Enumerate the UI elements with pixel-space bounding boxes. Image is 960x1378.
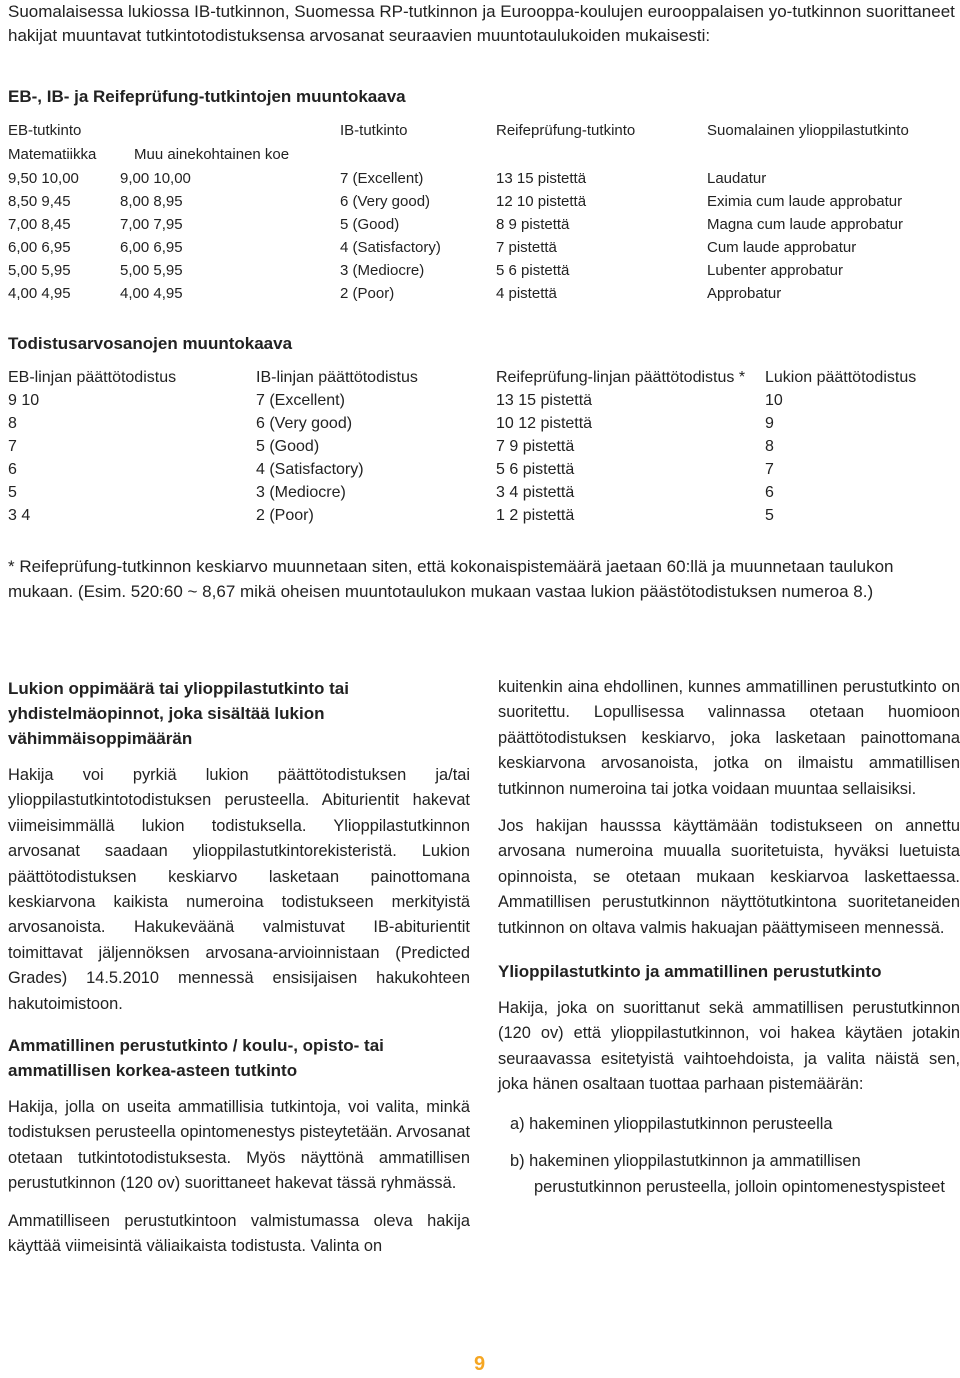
table-cell: 7,00 7,95 — [120, 216, 183, 233]
body-paragraph: Hakija voi pyrkiä lukion päättötodistuksen ja/tai ylioppilastutkintotodistuksen perusteella. Abiturientit hakevat viimeisimmällä lukion todistuksella. Ylioppilastutkinnon arvosanat saadaan ylioppilastutkintorekisteristä. Lukion päättötodistuksen keskiarvo lasketaan painottomana keskiarvona kaikista numeroina todistukseen merkityistä arvosanoista. Hakukeväänä valmistuvat IB-abiturientit toimittavat jäljennöksen arvosana-arvioinnistaan (Predicted Grades) 14.5.2010 mennessä ensisijaisen hakukohteen hakutoimistoon. — [8, 766, 470, 1013]
table-cell: 5,00 5,95 — [8, 262, 71, 279]
list-item: a) hakeminen ylioppilastutkinnon perusteella — [510, 1114, 833, 1133]
table-cell: 4 (Satisfactory) — [256, 461, 364, 478]
table1-header-row — [8, 120, 958, 142]
table-cell: 6,00 6,95 — [8, 239, 71, 256]
table-cell: 4,00 4,95 — [120, 285, 183, 302]
table1-header: IB-tutkinto — [340, 122, 408, 139]
table2-header: EB-linjan päättötodistus — [8, 369, 177, 386]
table1-subheader: Muu ainekohtainen koe — [134, 146, 290, 163]
body-paragraph: kuitenkin aina ehdollinen, kunnes ammatillinen perustutkinto on suoritettu. Lopullisessa valinnassa otetaan huomioon päättötodistuksen keskiarvo, joka lasketaan painottomana keskiarvona arvosanoista, jotka on ilmaistu ammatillisen tutkinnon numeroina tai jotka voidaan muuntaa sellaisiksi. — [498, 678, 960, 798]
table-cell: 5,00 5,95 — [120, 262, 183, 279]
table-cell: 9 10 — [8, 392, 40, 409]
table-cell: Laudatur — [707, 170, 767, 187]
table-cell: 4 (Satisfactory) — [340, 239, 441, 256]
table-cell: 7 — [8, 438, 17, 455]
table-row — [8, 505, 958, 527]
table-row — [8, 283, 958, 305]
table-row — [8, 436, 958, 458]
table2-header: Lukion päättötodistus — [765, 369, 917, 386]
table-cell: 10 — [765, 392, 783, 409]
table-cell: 3 4 pistettä — [496, 484, 575, 501]
table-cell: 5 (Good) — [340, 216, 400, 233]
intro-text: Suomalaisessa lukiossa IB-tutkinnon, Suomessa RP-tutkinnon ja Eurooppa-koulujen eurooppalaisen yo-tutkinnon suorittaneet hakijat muuntavat tutkintotodistuksensa arvosanat seuraavien muuntotaulukoiden mukaisesti: — [8, 2, 955, 45]
table1-header: Reifeprüfung-tutkinto — [496, 122, 636, 139]
table-row — [8, 482, 958, 504]
table-cell: 5 6 pistettä — [496, 461, 575, 478]
table-cell: 4,00 4,95 — [8, 285, 71, 302]
table-cell: 7 (Excellent) — [256, 392, 345, 409]
table-row — [8, 390, 958, 412]
table1-header: EB-tutkinto — [8, 122, 82, 139]
table-cell: 10 12 pistettä — [496, 415, 593, 432]
table-cell: 9,50 10,00 — [8, 170, 79, 187]
table-cell: 5 — [8, 484, 17, 501]
table-cell: 1 2 pistettä — [496, 507, 575, 524]
table-row — [8, 214, 958, 236]
body-paragraph: Hakija, joka on suorittanut sekä ammatillisen perustutkinnon (120 ov) että ylioppilastutkinnon, voi hakea käytäen jotakin seuraavassa esitetyistä vaihtoehdoista, ja valita näistä sen, joka hänen osaltaan tuottaa parhaan pistemäärän: — [498, 999, 960, 1094]
table1-header: Suomalainen ylioppilastutkinto — [707, 122, 909, 139]
table-cell: 7 — [765, 461, 774, 478]
body-paragraph: Ammatilliseen perustutkintoon valmistumassa oleva hakija käyttää viimeisintä väliaikaista todistusta. Valinta on — [8, 1211, 470, 1256]
table-cell: 6 (Very good) — [256, 415, 353, 432]
list-item: b) hakeminen ylioppilastutkinnon ja ammatillisen perustutkinnon perusteella, jolloin opintomenestyspisteet — [510, 1152, 945, 1196]
table-cell: 12 10 pistettä — [496, 193, 587, 210]
table-cell: 8 — [765, 438, 774, 455]
table-cell: 4 pistettä — [496, 285, 557, 302]
table-cell: 6 — [765, 484, 774, 501]
table-cell: 5 (Good) — [256, 438, 320, 455]
section-heading: Lukion oppimäärä tai ylioppilastutkinto tai yhdistelmäopinnot, joka sisältää lukion vähimmäisoppimäärän — [8, 679, 349, 748]
table-cell: 6,00 6,95 — [120, 239, 183, 256]
table-cell: 9,00 10,00 — [120, 170, 191, 187]
table-cell: 2 (Poor) — [256, 507, 314, 524]
table-cell: Magna cum laude approbatur — [707, 216, 903, 233]
table-cell: Cum laude approbatur — [707, 239, 857, 256]
table-cell: 7,00 8,45 — [8, 216, 71, 233]
left-column — [8, 676, 470, 1260]
body-paragraph: Jos hakijan hausssa käyttämään todistukseen on annettu arvosana numeroina muualla suoritetuista, hyväksi luetuista opinnoista, se otetaan mukaan keskiarvoa laskettaessa. Ammatillisen perustutkinnon näyttötutkintona suoritetaneiden tutkinnon on oltava valmis hakuajan päättymiseen mennessä. — [498, 817, 960, 937]
table-cell: 6 — [8, 461, 17, 478]
table-cell: 9 — [765, 415, 774, 432]
table-row — [8, 413, 958, 435]
page-number: 9 — [474, 1353, 486, 1375]
table1-title: EB-, IB- ja Reifeprüfung-tutkintojen muuntokaava — [8, 87, 406, 106]
table2-title: Todistusarvosanojen muuntokaava — [8, 334, 293, 353]
table-row — [8, 459, 958, 481]
table-cell: Approbatur — [707, 285, 782, 302]
table-row — [8, 237, 958, 259]
table-cell: 7 pistettä — [496, 239, 557, 256]
footnote: * Reifeprüfung-tutkinnon keskiarvo muunnetaan siten, että kokonaispistemäärä jaetaan 60:llä ja muunnetaan taulukon mukaan. (Esim. 520:60 ~ 8,67 mikä oheisen muuntotaulukon mukaan vastaa lukion päästötodistuksen numeroa 8.) — [8, 557, 894, 601]
table-cell: 3 (Mediocre) — [340, 262, 425, 279]
body-paragraph: Hakija, jolla on useita ammatillisia tutkintoja, voi valita, minkä todistuksen perusteella opintomenestys pisteytetään. Arvosanat otetaan tutkintotodistuksesta. Myös näyttönä ammatillisen perustutkinnon (120 ov) suorittaneet hakevat tässä ryhmässä. — [8, 1098, 470, 1193]
table-cell: 8,00 8,95 — [120, 193, 183, 210]
table-cell: 8 — [8, 415, 17, 432]
table1-subheader: Matematiikka — [8, 146, 97, 163]
table-cell: 2 (Poor) — [340, 285, 395, 302]
table-cell: 8 9 pistettä — [496, 216, 570, 233]
table-row — [8, 191, 958, 213]
right-column — [498, 675, 960, 1200]
table-cell: 8,50 9,45 — [8, 193, 71, 210]
table2-header: IB-linjan päättötodistus — [256, 369, 418, 386]
table-cell: 5 — [765, 507, 774, 524]
table-cell: 7 (Excellent) — [340, 170, 424, 187]
table1-subheader-row — [8, 144, 958, 166]
table-cell: Lubenter approbatur — [707, 262, 843, 279]
table-cell: 6 (Very good) — [340, 193, 431, 210]
section-heading: Ylioppilastutkinto ja ammatillinen perustutkinto — [498, 962, 882, 982]
table-row — [8, 260, 958, 282]
table-cell: 3 4 — [8, 507, 31, 524]
table2-header: Reifeprüfung-linjan päättötodistus * — [496, 369, 746, 386]
section-heading: Ammatillinen perustutkinto / koulu-, opisto- tai ammatillisen korkea-asteen tutkinto — [8, 1036, 384, 1081]
table-cell: 7 9 pistettä — [496, 438, 575, 455]
table-row — [8, 168, 958, 190]
table-cell: Eximia cum laude approbatur — [707, 193, 903, 210]
table-cell: 13 15 pistettä — [496, 170, 587, 187]
table-cell: 3 (Mediocre) — [256, 484, 346, 501]
table-cell: 13 15 pistettä — [496, 392, 593, 409]
table2-header-row — [8, 367, 958, 389]
table-cell: 5 6 pistettä — [496, 262, 570, 279]
